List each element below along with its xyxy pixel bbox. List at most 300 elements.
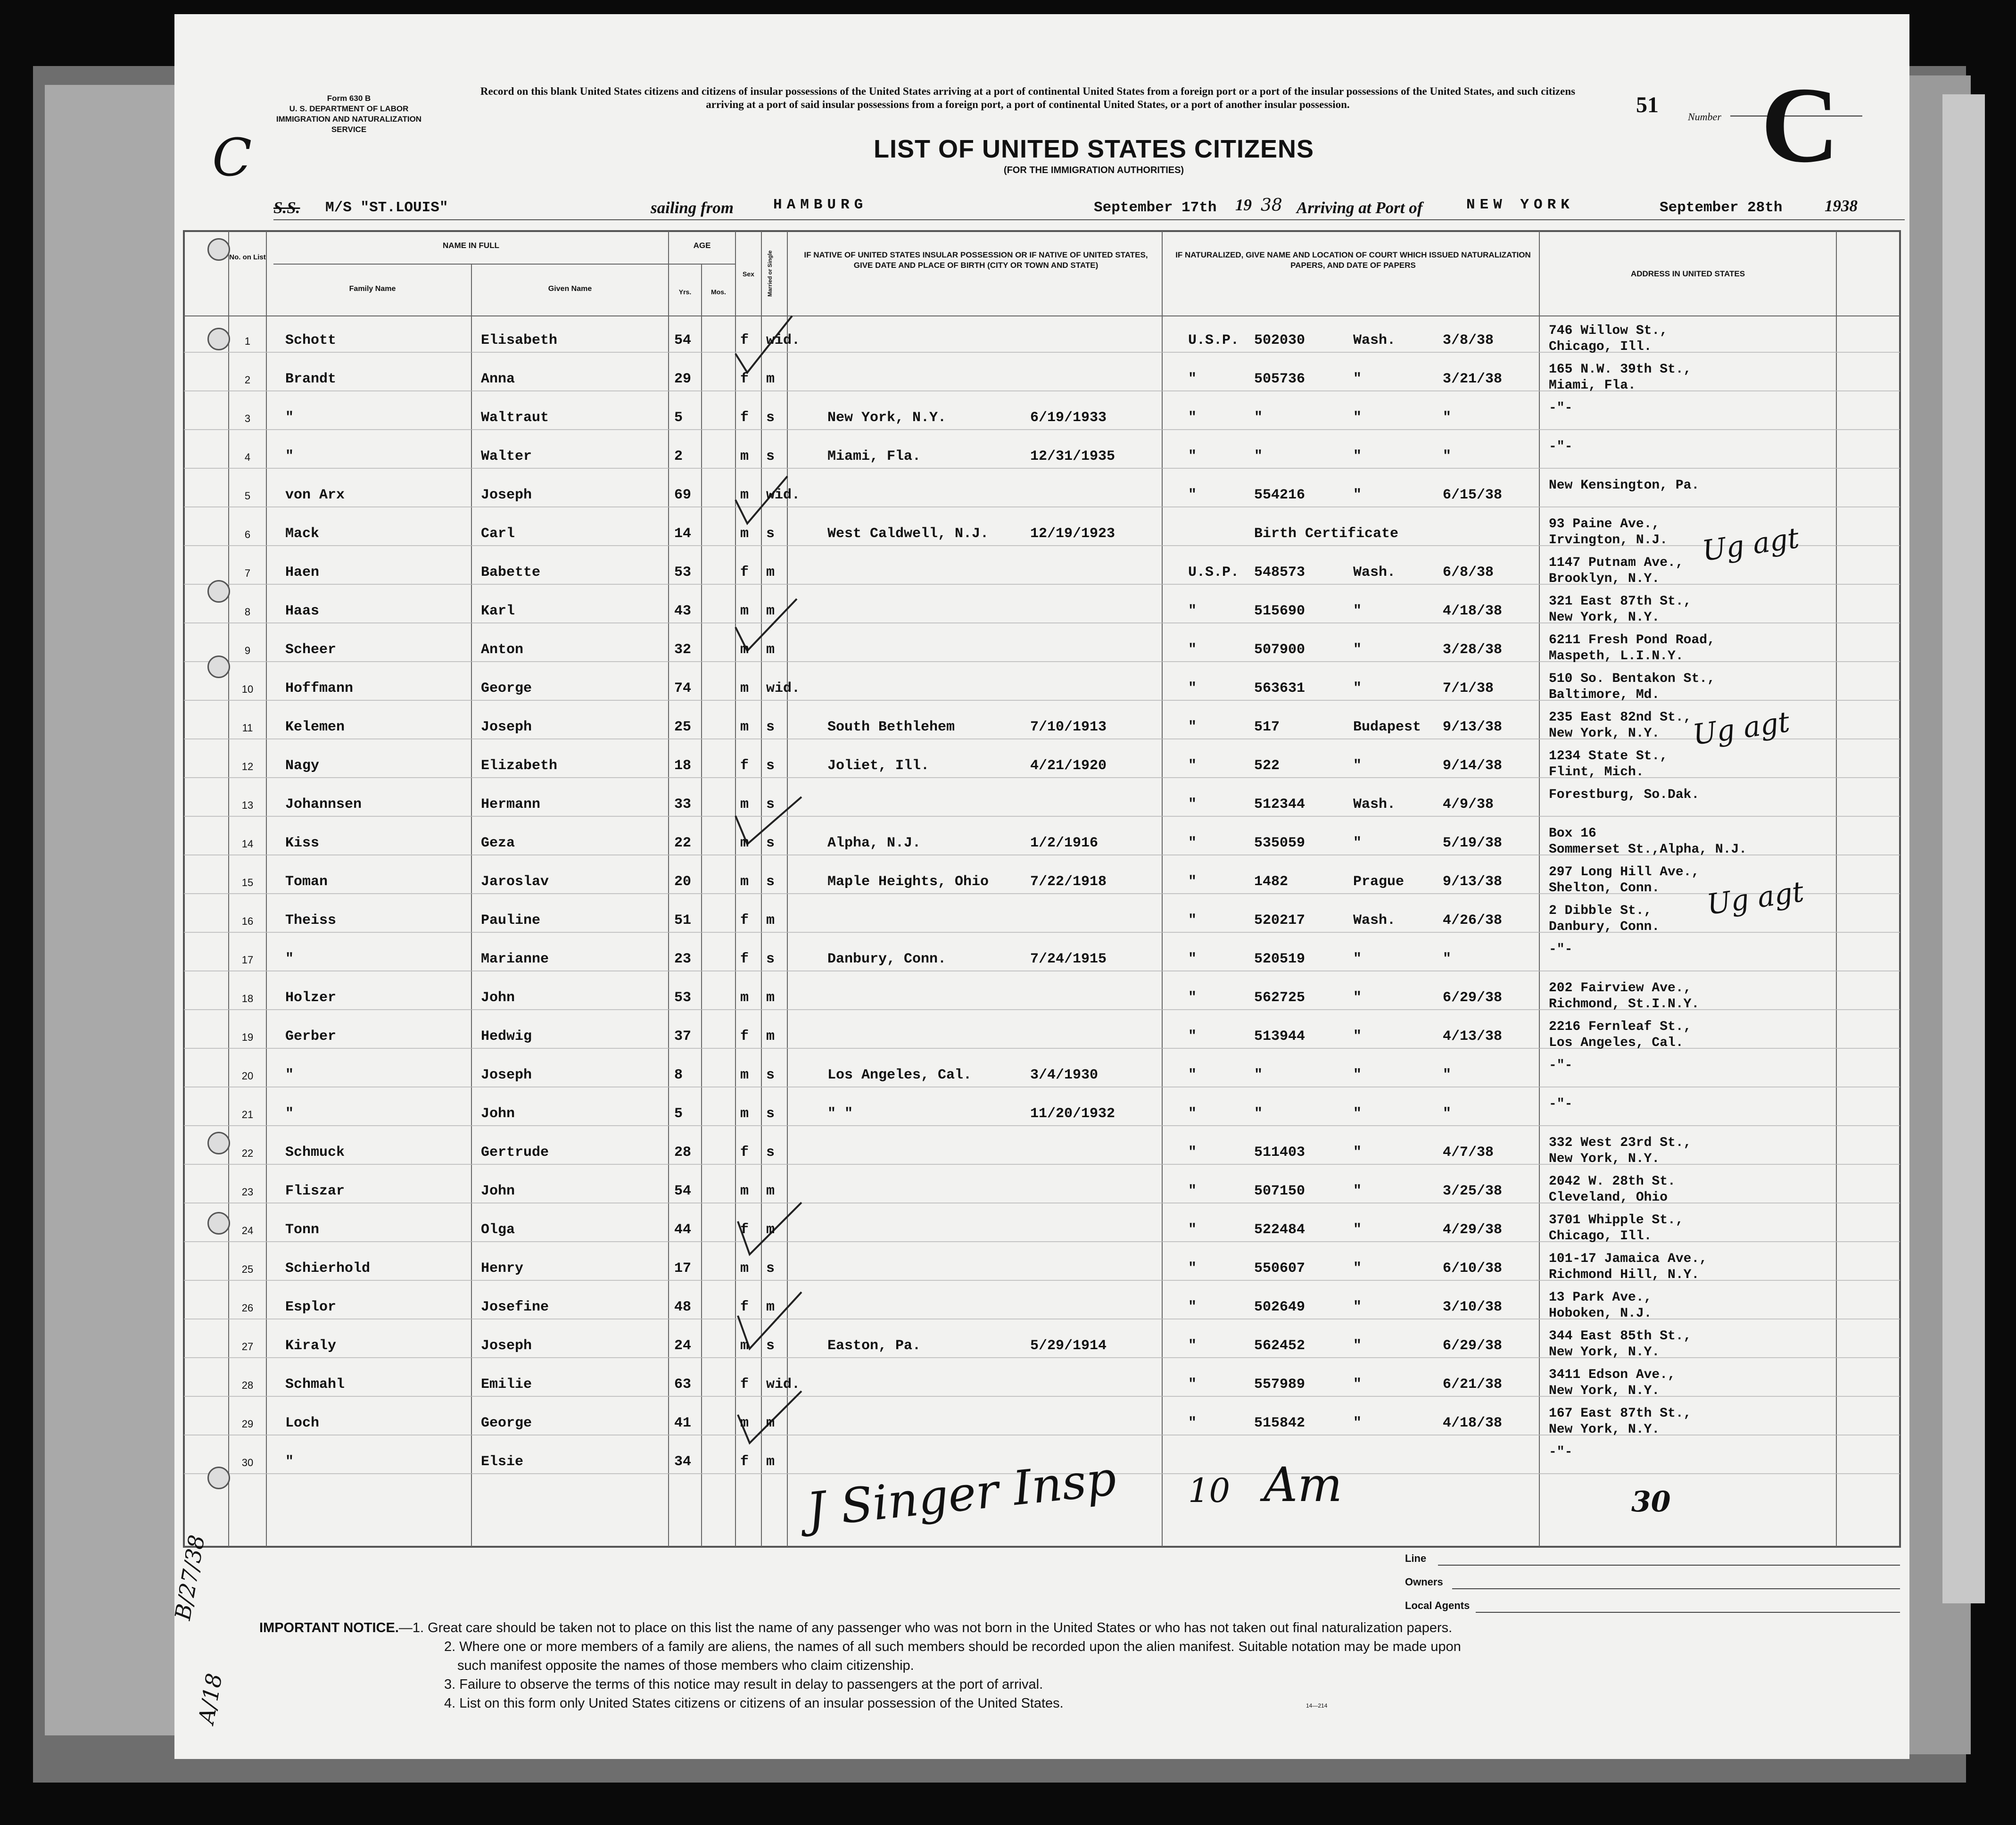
family-name: " xyxy=(285,410,294,426)
nat-date: 3/25/38 xyxy=(1443,1183,1503,1199)
sex: m xyxy=(740,1183,749,1199)
age-years: 32 xyxy=(674,642,692,658)
nat-prefix: " xyxy=(1188,1261,1197,1277)
col-header-birth: IF NATIVE OF UNITED STATES INSULAR POSSESSION OR IF NATIVE OF UNITED STATES, GIVE DATE AND PLACE OF BIRTH (CITY OR TOWN AND STATE) xyxy=(804,250,1148,270)
address-line-2: New York, N.Y. xyxy=(1549,610,1660,625)
sex: f xyxy=(740,332,749,348)
nat-paper-number: 562452 xyxy=(1254,1338,1305,1354)
address-line-1: 202 Fairview Ave., xyxy=(1549,981,1692,995)
annotation-row6: Ug agt xyxy=(1700,521,1801,568)
sex: m xyxy=(740,1106,749,1122)
nat-prefix: U.S.P. xyxy=(1188,564,1239,581)
address-line-2: Danbury, Conn. xyxy=(1549,920,1660,934)
nat-paper-number: 513944 xyxy=(1254,1029,1305,1045)
nat-date: " xyxy=(1443,448,1452,465)
address-line-1: 321 East 87th St., xyxy=(1549,594,1692,609)
age-years: 29 xyxy=(674,371,692,387)
address-line-2: Flint, Mich. xyxy=(1549,765,1644,780)
depart-date: September 17th xyxy=(1094,199,1217,216)
nat-paper-number: 505736 xyxy=(1254,371,1305,387)
row-number: 16 xyxy=(241,915,254,927)
inspector-signature: J Singer Insp xyxy=(804,1450,1119,1538)
age-years: 8 xyxy=(674,1067,683,1083)
nat-date: " xyxy=(1443,1106,1452,1122)
family-name: Nagy xyxy=(285,758,320,774)
nat-court: Budapest xyxy=(1353,719,1421,735)
given-name: Olga xyxy=(481,1222,515,1238)
row-number: 30 xyxy=(241,1457,254,1468)
department: U. S. DEPARTMENT OF LABOR xyxy=(289,104,409,113)
nat-date: 6/15/38 xyxy=(1443,487,1503,503)
age-years: 63 xyxy=(674,1377,692,1393)
age-years: 5 xyxy=(674,1106,683,1122)
row-number: 22 xyxy=(241,1147,254,1159)
sex: m xyxy=(740,526,749,542)
nat-paper-number: 511403 xyxy=(1254,1145,1305,1161)
birth-place: Miami, Fla. xyxy=(827,448,921,465)
passenger-total: 30 xyxy=(1631,1485,1671,1518)
address-line-1: 165 N.W. 39th St., xyxy=(1549,362,1692,377)
given-name: Elsie xyxy=(481,1454,524,1470)
sex: m xyxy=(740,835,749,851)
nat-court: Wash. xyxy=(1353,912,1396,929)
nat-paper-number: 515842 xyxy=(1254,1415,1305,1431)
nat-court: " xyxy=(1353,1415,1362,1431)
marital-status: m xyxy=(766,1454,775,1470)
birth-date: 7/24/1915 xyxy=(1030,951,1107,967)
nat-court: " xyxy=(1353,487,1362,503)
family-name: Schmuck xyxy=(285,1145,345,1161)
address-line-1: 2 Dibble St., xyxy=(1549,904,1652,918)
sex: f xyxy=(740,1145,749,1161)
nat-paper-number: 557989 xyxy=(1254,1377,1305,1393)
address-line-2: Maspeth, L.I.N.Y. xyxy=(1549,649,1684,664)
row-number: 1 xyxy=(244,335,251,347)
nat-date: 4/18/38 xyxy=(1443,603,1503,619)
address-line-1: 1234 State St., xyxy=(1549,749,1668,763)
given-name: George xyxy=(481,680,532,697)
birth-place: South Bethlehem xyxy=(827,719,955,735)
binder-hole xyxy=(207,655,230,678)
family-name: Toman xyxy=(285,874,328,890)
nat-prefix: " xyxy=(1188,719,1197,735)
given-name: Elizabeth xyxy=(481,758,558,774)
age-years: 53 xyxy=(674,990,692,1006)
nat-prefix: " xyxy=(1188,1145,1197,1161)
nat-court: " xyxy=(1353,1338,1362,1354)
address-line-2: Irvington, N.J. xyxy=(1549,533,1668,548)
sheet-number: 51 xyxy=(1636,92,1659,117)
marital-status: s xyxy=(766,758,775,774)
address-line-1: -"- xyxy=(1549,1097,1573,1112)
birth-date: 3/4/1930 xyxy=(1030,1067,1099,1083)
address-line-1: Box 16 xyxy=(1549,826,1596,841)
nat-prefix: " xyxy=(1188,1299,1197,1315)
nat-prefix: " xyxy=(1188,951,1197,967)
address-line-1: 3411 Edson Ave., xyxy=(1549,1368,1676,1382)
birth-place: Alpha, N.J. xyxy=(827,835,921,851)
nat-court: Wash. xyxy=(1353,332,1396,348)
nat-court: " xyxy=(1353,1145,1362,1161)
col-header-age: AGE xyxy=(693,241,711,250)
nat-prefix: " xyxy=(1188,912,1197,929)
nat-paper-number: 554216 xyxy=(1254,487,1305,503)
nat-date: 4/7/38 xyxy=(1443,1145,1494,1161)
nat-paper-number: Birth Certificate xyxy=(1254,526,1399,542)
binder-hole xyxy=(207,1132,230,1154)
arrive-date: September 28th xyxy=(1660,199,1783,216)
age-years: 23 xyxy=(674,951,692,967)
row-number: 18 xyxy=(241,993,254,1004)
age-years: 48 xyxy=(674,1299,692,1315)
address-line-1: -"- xyxy=(1549,440,1573,454)
family-name: Mack xyxy=(285,526,320,542)
sex: f xyxy=(740,1029,749,1045)
age-years: 44 xyxy=(674,1222,692,1238)
address-line-2: Miami, Fla. xyxy=(1549,378,1636,393)
age-years: 54 xyxy=(674,1183,692,1199)
nat-paper-number: 520519 xyxy=(1254,951,1305,967)
margin-note: A/18 xyxy=(193,1671,227,1726)
family-name: Haas xyxy=(285,603,320,619)
sex: f xyxy=(740,564,749,581)
nat-date: 7/1/38 xyxy=(1443,680,1494,697)
nat-date: 6/8/38 xyxy=(1443,564,1494,581)
nat-paper-number: 548573 xyxy=(1254,564,1305,581)
given-name: George xyxy=(481,1415,532,1431)
nat-date: " xyxy=(1443,410,1452,426)
marital-status: s xyxy=(766,410,775,426)
sex: m xyxy=(740,796,749,813)
handwritten-mark: C xyxy=(212,127,252,188)
given-name: John xyxy=(481,1106,515,1122)
col-header-given: Given Name xyxy=(548,285,592,293)
agents-rule xyxy=(1476,1612,1900,1613)
nat-court: " xyxy=(1353,758,1362,774)
age-years: 37 xyxy=(674,1029,692,1045)
form-id: Form 630 B xyxy=(327,94,371,103)
nat-court: " xyxy=(1353,410,1362,426)
nat-court: Wash. xyxy=(1353,796,1396,813)
birth-date: 12/31/1935 xyxy=(1030,448,1115,465)
annotation-row11: Ug agt xyxy=(1691,705,1792,752)
given-name: Hedwig xyxy=(481,1029,532,1045)
marital-status: s xyxy=(766,951,775,967)
birth-date: 1/2/1916 xyxy=(1030,835,1099,851)
address-line-2: Richmond, St.I.N.Y. xyxy=(1549,997,1700,1012)
sex: f xyxy=(740,951,749,967)
address-line-1: 167 East 87th St., xyxy=(1549,1406,1692,1421)
row-number: 21 xyxy=(241,1109,254,1120)
given-name: Geza xyxy=(481,835,515,851)
address-line-1: 510 So. Bentakon St., xyxy=(1549,672,1715,686)
family-name: " xyxy=(285,1106,294,1122)
owners-rule xyxy=(1452,1588,1900,1589)
age-years: 20 xyxy=(674,874,692,890)
sex: f xyxy=(740,758,749,774)
count-ten: 10 xyxy=(1188,1471,1231,1510)
nat-court: Prague xyxy=(1353,874,1405,890)
age-years: 28 xyxy=(674,1145,692,1161)
address-line-1: 6211 Fresh Pond Road, xyxy=(1549,633,1715,647)
row-number: 24 xyxy=(241,1225,254,1236)
page-subtitle: (FOR THE IMMIGRATION AUTHORITIES) xyxy=(1003,165,1184,175)
margin-date: B/27/38 xyxy=(170,1533,210,1622)
family-name: Fliszar xyxy=(285,1183,345,1199)
address-line-2: Los Angeles, Cal. xyxy=(1549,1036,1684,1050)
nat-paper-number: 517 xyxy=(1254,719,1280,735)
address-line-1: 332 West 23rd St., xyxy=(1549,1136,1692,1150)
address-line-2: New York, N.Y. xyxy=(1549,1345,1660,1360)
family-name: Brandt xyxy=(285,371,337,387)
address-line-2: Chicago, Ill. xyxy=(1549,340,1652,354)
age-years: 33 xyxy=(674,796,692,813)
nat-date: 4/9/38 xyxy=(1443,796,1494,813)
row-number: 10 xyxy=(241,683,254,695)
nat-court: " xyxy=(1353,1067,1362,1083)
address-line-1: -"- xyxy=(1549,1445,1573,1460)
address-line-2: Sommerset St.,Alpha, N.J. xyxy=(1549,842,1747,857)
row-number: 3 xyxy=(244,413,251,424)
row-number: 29 xyxy=(241,1418,254,1430)
given-name: Pauline xyxy=(481,912,541,929)
address-line-1: New Kensington, Pa. xyxy=(1549,478,1700,493)
age-years: 41 xyxy=(674,1415,692,1431)
given-name: Henry xyxy=(481,1261,524,1277)
row-number: 15 xyxy=(241,877,254,888)
notice-4: 4. List on this form only United States citizens or citizens of an insular possession of the United States. xyxy=(444,1696,1064,1711)
family-name: Kiraly xyxy=(285,1338,337,1354)
row-number: 28 xyxy=(241,1379,254,1391)
nat-prefix: " xyxy=(1188,990,1197,1006)
col-header-naturalized: IF NATURALIZED, GIVE NAME AND LOCATION OF COURT WHICH ISSUED NATURALIZATION PAPERS, AND DATE OF PAPERS xyxy=(1175,250,1531,270)
row-number: 14 xyxy=(241,838,254,850)
notice-2-cont: such manifest opposite the names of those members who claim citizenship. xyxy=(457,1658,914,1673)
annotation-row15: Ug agt xyxy=(1705,875,1806,922)
sex: m xyxy=(740,603,749,619)
address-line-2: Richmond Hill, N.Y. xyxy=(1549,1268,1700,1282)
nat-date: 6/29/38 xyxy=(1443,1338,1503,1354)
marital-status: s xyxy=(766,1145,775,1161)
nat-date: 4/29/38 xyxy=(1443,1222,1503,1238)
nat-date: 9/13/38 xyxy=(1443,874,1503,890)
sex: f xyxy=(740,1377,749,1393)
nat-court: " xyxy=(1353,1261,1362,1277)
marital-status: wid. xyxy=(766,1377,801,1393)
arriving-label: Arriving at Port of xyxy=(1297,199,1423,217)
address-line-1: 93 Paine Ave., xyxy=(1549,517,1660,531)
address-line-2: Chicago, Ill. xyxy=(1549,1229,1652,1244)
birth-date: 4/21/1920 xyxy=(1030,758,1107,774)
given-name: Joseph xyxy=(481,487,532,503)
age-years: 2 xyxy=(674,448,683,465)
nat-paper-number: " xyxy=(1254,1067,1263,1083)
marital-status: m xyxy=(766,990,775,1006)
family-name: " xyxy=(285,1067,294,1083)
arrive-year: 1938 xyxy=(1825,197,1858,215)
nat-date: " xyxy=(1443,1067,1452,1083)
given-name: John xyxy=(481,990,515,1006)
col-header-no: No. on List xyxy=(229,253,266,261)
birth-place: " " xyxy=(827,1106,853,1122)
nat-paper-number: 562725 xyxy=(1254,990,1305,1006)
address-line-1: -"- xyxy=(1549,942,1573,957)
nat-date: 6/10/38 xyxy=(1443,1261,1503,1277)
sex: m xyxy=(740,719,749,735)
marital-status: s xyxy=(766,835,775,851)
address-line-1: 746 Willow St., xyxy=(1549,324,1668,338)
row-number: 8 xyxy=(244,606,251,618)
family-name: " xyxy=(285,1454,294,1470)
family-name: " xyxy=(285,951,294,967)
marital-status: m xyxy=(766,1183,775,1199)
col-header-sex: Sex xyxy=(743,270,754,278)
marital-status: s xyxy=(766,1261,775,1277)
nat-paper-number: 507900 xyxy=(1254,642,1305,658)
initials: Am xyxy=(1264,1457,1343,1512)
binder-hole xyxy=(207,580,230,603)
row-number: 11 xyxy=(242,722,253,734)
given-name: Anton xyxy=(481,642,524,658)
birth-place: New York, N.Y. xyxy=(827,410,947,426)
address-line-2: New York, N.Y. xyxy=(1549,1152,1660,1166)
birth-date: 12/19/1923 xyxy=(1030,526,1115,542)
row-number: 9 xyxy=(244,645,251,656)
marital-status: s xyxy=(766,526,775,542)
col-header-married: Married or Single xyxy=(767,250,773,297)
nat-court: " xyxy=(1353,990,1362,1006)
nat-date: 6/21/38 xyxy=(1443,1377,1503,1393)
address-line-2: New York, N.Y. xyxy=(1549,1422,1660,1437)
given-name: Joseph xyxy=(481,1338,532,1354)
given-name: Joseph xyxy=(481,1067,532,1083)
family-name: Gerber xyxy=(285,1029,337,1045)
sex: m xyxy=(740,1261,749,1277)
family-name: Scheer xyxy=(285,642,337,658)
nat-date: " xyxy=(1443,951,1452,967)
nat-court: " xyxy=(1353,1222,1362,1238)
line-rule xyxy=(1438,1565,1900,1566)
address-line-2: Shelton, Conn. xyxy=(1549,881,1660,896)
age-years: 17 xyxy=(674,1261,692,1277)
marital-status: s xyxy=(766,1106,775,1122)
sex: f xyxy=(740,912,749,929)
address-line-2: New York, N.Y. xyxy=(1549,726,1660,741)
col-header-family: Family Name xyxy=(349,285,396,293)
marital-status: s xyxy=(766,796,775,813)
nat-paper-number: 535059 xyxy=(1254,835,1305,851)
given-name: Gertrude xyxy=(481,1145,549,1161)
row-number: 6 xyxy=(244,529,251,540)
address-line-2: New York, N.Y. xyxy=(1549,1384,1660,1398)
list-letter: C xyxy=(1761,65,1840,185)
nat-prefix: " xyxy=(1188,487,1197,503)
nat-prefix: " xyxy=(1188,603,1197,619)
birth-date: 7/22/1918 xyxy=(1030,874,1107,890)
nat-court: " xyxy=(1353,642,1362,658)
nat-paper-number: 502649 xyxy=(1254,1299,1305,1315)
binder-hole xyxy=(207,328,230,350)
nat-date: 3/10/38 xyxy=(1443,1299,1503,1315)
binder-hole xyxy=(207,1467,230,1489)
nat-paper-number: 522484 xyxy=(1254,1222,1305,1238)
nat-date: 5/19/38 xyxy=(1443,835,1503,851)
family-name: Esplor xyxy=(285,1299,337,1315)
family-name: Kiss xyxy=(285,835,320,851)
family-name: Hoffmann xyxy=(285,680,354,697)
background-sheet-edge xyxy=(1942,94,1985,1603)
marital-status: m xyxy=(766,371,775,387)
col-header-mos: Mos. xyxy=(711,288,726,296)
address-line-1: 297 Long Hill Ave., xyxy=(1549,865,1700,879)
from-port: HAMBURG xyxy=(773,197,868,213)
sex: f xyxy=(740,1299,749,1315)
nat-paper-number: 1482 xyxy=(1254,874,1289,890)
ss-prefix: S.S. xyxy=(273,199,300,217)
nat-date: 6/29/38 xyxy=(1443,990,1503,1006)
nat-paper-number: " xyxy=(1254,448,1263,465)
nat-prefix: U.S.P. xyxy=(1188,332,1239,348)
to-port: NEW YORK xyxy=(1466,197,1574,213)
given-name: Walter xyxy=(481,448,532,465)
row-number: 19 xyxy=(241,1031,254,1043)
sex: m xyxy=(740,1067,749,1083)
family-name: Theiss xyxy=(285,912,337,929)
birth-place: Joliet, Ill. xyxy=(827,758,930,774)
sex: f xyxy=(740,1454,749,1470)
birth-date: 5/29/1914 xyxy=(1030,1338,1107,1354)
birth-date: 7/10/1913 xyxy=(1030,719,1107,735)
nat-prefix: " xyxy=(1188,1222,1197,1238)
address-line-1: 101-17 Jamaica Ave., xyxy=(1549,1252,1708,1266)
age-years: 5 xyxy=(674,410,683,426)
nat-court: " xyxy=(1353,1299,1362,1315)
marital-status: m xyxy=(766,603,775,619)
address-line-2: Baltimore, Md. xyxy=(1549,688,1660,702)
marital-status: s xyxy=(766,874,775,890)
age-years: 18 xyxy=(674,758,692,774)
notice-title: IMPORTANT NOTICE. xyxy=(259,1620,399,1635)
background-sheet-left xyxy=(45,85,186,1735)
given-name: Anna xyxy=(481,371,515,387)
row-number: 12 xyxy=(241,761,254,772)
owners-label: Owners xyxy=(1405,1576,1443,1588)
given-name: Waltraut xyxy=(481,410,549,426)
given-name: John xyxy=(481,1183,515,1199)
nat-court: " xyxy=(1353,1029,1362,1045)
age-years: 69 xyxy=(674,487,692,503)
marital-status: s xyxy=(766,448,775,465)
sex: f xyxy=(740,1222,749,1238)
nat-court: " xyxy=(1353,1106,1362,1122)
depart-year-prefix: 19 xyxy=(1235,196,1252,214)
family-name: von Arx xyxy=(285,487,345,503)
nat-prefix: " xyxy=(1188,371,1197,387)
marital-status: wid. xyxy=(766,487,801,503)
sex: m xyxy=(740,874,749,890)
col-header-name: NAME IN FULL xyxy=(443,241,499,250)
nat-paper-number: 520217 xyxy=(1254,912,1305,929)
marital-status: s xyxy=(766,719,775,735)
nat-court: " xyxy=(1353,1183,1362,1199)
nat-paper-number: 550607 xyxy=(1254,1261,1305,1277)
birth-place: Maple Heights, Ohio xyxy=(827,874,989,890)
address-line-2: Cleveland, Ohio xyxy=(1549,1190,1668,1205)
nat-prefix: " xyxy=(1188,448,1197,465)
record-instructions: Record on this blank United States citizens and citizens of insular possessions of the United States arriving at a port of continental United States from a foreign port or a port of the insular possessions of the United States, and such citizens arriving at a port of said insular possessions from a foreign port, a port of continental United States, or a port of another insular possession. xyxy=(480,85,1576,110)
row-number: 4 xyxy=(244,451,251,463)
nat-paper-number: 512344 xyxy=(1254,796,1305,813)
